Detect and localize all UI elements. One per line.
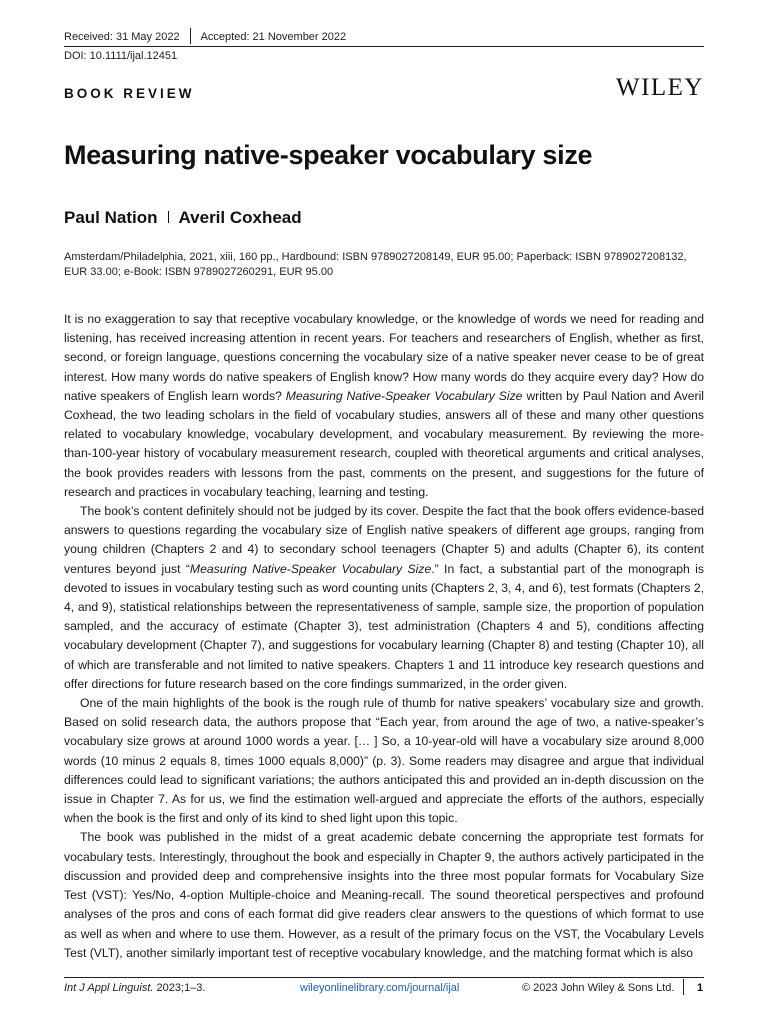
paragraph: The book was published in the midst of a great academic debate concerning the appropriate test formats for vocabulary tests. Interestingly, throughout the book and especially in Chapter 9, the authors actively participated in the discussion and provided deep and comprehensive insights into the three most popular formats for Vocabulary Size Test (VST): Yes/No, 4-option Multiple-choice and Meaning-recall. The sound theoretical perspectives and profound analyses of the pros and cons of each format did give readers clear answers to the questions of which format to use as well as when and where to use them. However, as a result of the primary focus on the VST, the Vocabulary Levels Test (VLT), another similarly important test of receptive vocabulary knowledge, and the matching format which is also: [64, 830, 704, 960]
doi[interactable]: DOI: 10.1111/ijal.12451: [64, 50, 178, 62]
journal-info: 2023;1–3.: [153, 982, 206, 994]
article-dates: [64, 28, 346, 44]
section-label: BOOK REVIEW: [64, 86, 195, 101]
author-name[interactable]: Averil Coxhead: [178, 208, 302, 227]
bibliographic-info: Amsterdam/Philadelphia, 2021, xiii, 160 pp., Hardbound: ISBN 9789027208149, EUR 95.00; Paperback: ISBN 9789027208132, EUR 33.00; e-Book: ISBN 9789027260291, EUR 95.00: [64, 251, 687, 278]
author-divider: [168, 211, 169, 223]
copyright: © 2023 John Wiley & Sons Ltd.: [522, 982, 675, 994]
paragraph: One of the main highlights of the book is the rough rule of thumb for native speakers’ vocabulary size and growth. Based on solid research data, the authors propose that “Each year, from around the age of two, a native-speaker’s vocabulary size grows at around 1000 words a year. [… ] So, a 10-year-old will have a vocabulary size around 8,000 words (10 minus 2 equals 8, times 1000 equals 8,000)” (p. 3). Some readers may disagree and argue that individual differences could lead to significant variations; the authors anticipated this and provided an in-depth discussion on the issue in Chapter 7. As for us, we find the estimation well-argued and appreciate the efforts of the authors, especially when the book is the first and only of its kind to shed light upon this topic.: [64, 696, 704, 826]
footer-divider: [683, 979, 684, 995]
journal-citation: [64, 982, 205, 994]
author-list: [64, 208, 302, 228]
paragraph: The book’s content definitely should not be judged by its cover. Despite the fact that the book offers evidence-based answers to questions regarding the vocabulary size of English native speakers of different age groups, ranging from young children (Chapters 2 and 4) to secondary school teenagers (Chapter 5) and adults (Chapter 6), its content ventures beyond just “Measuring Native-Speaker Vocabulary Size.” In fact, a substantial part of the monograph is devoted to issues in vocabulary testing such as word counting units (Chapters 2, 3, 4, and 6), test formats (Chapters 2, 4, and 9), statistical relationships between the representativeness of sample, sample size, the proportion of population sampled, and the accuracy of estimate (Chapter 3), test administration (Chapters 4 and 5), conditions affecting vocabulary development (Chapter 7), and suggestions for vocabulary learning (Chapter 8) and testing (Chapter 10), all of which are transferable and not limited to native speakers. Chapters 1 and 11 introduce key research questions and offer directions for future research based on the core findings summarized, in the order given.: [64, 504, 704, 691]
header-divider: [190, 28, 191, 44]
received-date: Received: 31 May 2022: [64, 31, 180, 43]
journal-name: Int J Appl Linguist.: [64, 982, 154, 994]
footer-rule: [64, 977, 704, 978]
article-body: [64, 310, 704, 963]
article-title: Measuring native-speaker vocabulary size: [64, 140, 593, 170]
header-rule: [64, 46, 704, 47]
accepted-date: Accepted: 21 November 2022: [200, 31, 347, 43]
author-name[interactable]: Paul Nation: [64, 208, 158, 227]
paragraph: It is no exaggeration to say that receptive vocabulary knowledge, or the knowledge of words we need for reading and listening, has received increasing attention in recent years. For teachers and researchers of English, whether as first, second, or foreign language, questions concerning the vocabulary size of a native speaker never cease to be of great interest. How many words do native speakers of English know? How many words do they acquire every day? How do native speakers of English learn words? Measuring Native-Speaker Vocabulary Size written by Paul Nation and Averil Coxhead, the two leading scholars in the field of vocabulary studies, answers all of these and many other questions related to vocabulary knowledge, vocabulary development, and vocabulary measurement. By reviewing the more-than-100-year history of vocabulary measurement research, coupled with theoretical arguments and critical analyses, the book provides readers with lessons from the past, comments on the present, and suggestions for the future of research and practices in vocabulary teaching, learning and testing.: [64, 312, 704, 499]
wiley-logo: WILEY: [615, 74, 704, 101]
journal-url-link[interactable]: wileyonlinelibrary.com/journal/ijal: [300, 982, 460, 994]
page-number: 1: [697, 982, 704, 994]
